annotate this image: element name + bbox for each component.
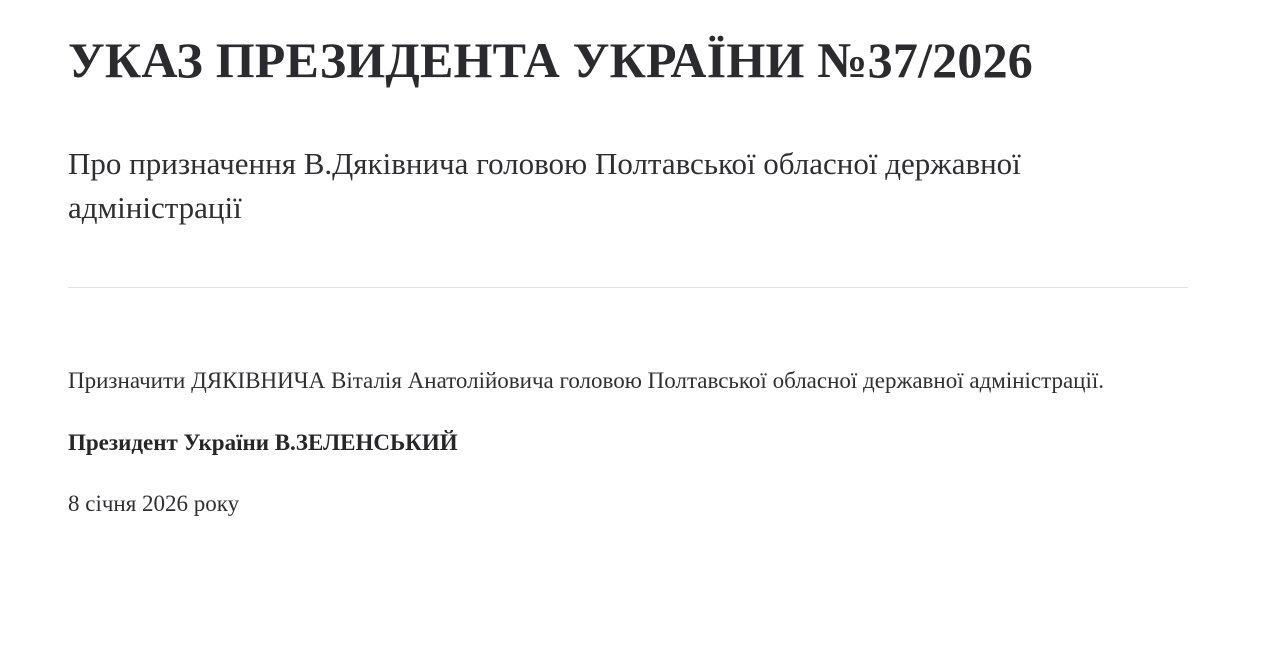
signature-line: Президент України В.ЗЕЛЕНСЬКИЙ [68,430,458,456]
document-body [68,288,1212,521]
page-title: УКАЗ ПРЕЗИДЕНТА УКРАЇНИ №37/2026 [68,32,1033,88]
decree-text: Призначити ДЯКІВНИЧА Віталія Анатолійовича головою Полтавської обласної державної адміністрації. [68,368,1104,394]
document-subtitle: Про призначення В.Дяківнича головою Полтавської обласної державної адміністрації [68,146,1021,226]
document-date: 8 січня 2026 року [68,491,240,517]
